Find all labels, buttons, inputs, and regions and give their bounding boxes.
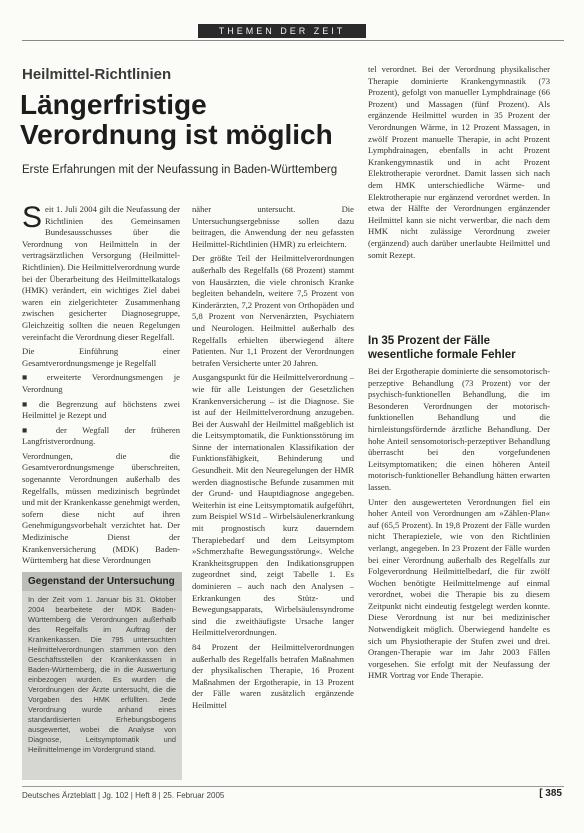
bullet-item: ■ der Wegfall der früheren Langfristverordnung. xyxy=(22,424,180,447)
paragraph: Ausgangspunkt für die Heilmittelverordnung – wie für alle Leistungen der Gesetzlichen Krankenversicherung – ist die Diagnose. Sie ist auf der Heilmittelverordnung anzugeben. Bei der Auswahl der Heilmittel maßgeblich ist die Leitsymptomatik, die Funktionsstörung im Sinne der internationalen Klassifikation der Funktionsfähigkeit, Behinderung und Gesundheit. Mit den Neuregelungen der HMR werden diagnostische Befunde zusammen mit der Grund- und Hauptdiagnose angegeben. Weiterhin ist eine Leitsymptomatik aufgeführt, zum Beispiel WS1d – Wirbelsäulenerkrankung mit prognostisch kurz dauerndem Therapiebedarf und dem Leitsymptom »Schmerzhafte Bewegungsstörung«. Welche Krankheitsgruppen den Indikationsgruppen zugeordnet sind, zeigt Tabelle 1. Es dominieren – auch nach den Analysen – Erkrankungen des Stütz- und Bewegungsapparats, Wirbelsäulensyndrome sind die zweithäufigste Ursache langer Heilmittelverordnungen. xyxy=(192,372,354,638)
article-headline: Längerfristige Verordnung ist möglich xyxy=(20,89,333,150)
drop-cap: S xyxy=(22,204,43,234)
bottom-rule xyxy=(22,786,564,787)
bullet-item: ■ die Begrenzung auf höchstens zwei Heilmittel je Rezept und xyxy=(22,398,180,421)
section-heading: In 35 Prozent der Fälle wesentliche formale Fehler xyxy=(368,335,516,361)
top-rule xyxy=(22,40,564,41)
column-1 xyxy=(22,204,180,566)
paragraph: 84 Prozent der Heilmittelverordnungen außerhalb des Regelfalls betrafen Maßnahmen der physikalischen Therapie, 16 Prozent Maßnahmen der Ergotherapie, in 13 Prozent der Fälle waren zusätzlich ergänzende Heilmittel xyxy=(192,641,354,710)
info-box xyxy=(22,572,182,780)
info-box-title: Gegenstand der Untersuchung xyxy=(22,572,182,591)
paragraph: Unter den ausgewerteten Verordnungen fiel ein hoher Anteil von Verordnungen am »Zählen-Plan« auf (65,5 Prozent). In 19,8 Prozent der Fälle wurden nicht Therapieziele, wie von den Richtlinien verlangt, angegeben. In 23 Prozent der Fälle wurden bei einer Verordnung außerhalb des Regelfalls zur Folgeverordnung Heilmittelbedarf, die für zwölf Wochen benötigte Heilmittelmenge auf einmal verordnet, wobei die Therapie bis zu diesem Zeitpunkt nicht eindeutig festgelegt werden konnte. Diese Verordnung ist nur bei medizinischer Notwendigkeit möglich. Überwiegend handelte es sich um Physiotherapie der Stufen zwei und drei. Orangen-Therapie war im Jahr 2003 Fällen vorgesehen. Sie erfolgt mit der Neufassung der HMR Vortrag vor Ende Therapie. xyxy=(368,496,550,681)
journal-footer: Deutsches Ärzteblatt | Jg. 102 | Heft 8 | 25. Februar 2005 xyxy=(22,791,225,800)
section-banner: THEMEN DER ZEIT xyxy=(198,24,366,38)
paragraph xyxy=(22,204,180,343)
paragraph: Bei der Ergotherapie dominierte die sensomotorisch-perzeptive Behandlung (73 Prozent) vor der psychisch-funktionellen Behandlung, die im Besonderen Verordnungen der motorisch-funktionellen Behandlung und die hirnleistungsfördernde ärztliche Behandlung. Der hohe Anteil sensomotorisch-perzeptiver Behandlung überrascht bei den vorgefundenen Leitsymptomatiken; die einen höheren Anteil motorisch-funktioneller Behandlung hätten erwarten lassen. xyxy=(368,366,550,492)
column-3-top xyxy=(368,64,550,334)
article-kicker: Heilmittel-Richtlinien xyxy=(22,66,172,83)
column-3-bottom xyxy=(368,366,550,782)
page-number: [ 385 xyxy=(539,788,562,799)
paragraph: näher untersucht. Die Untersuchungsergebnisse sollen dazu beitragen, die Anwendung der neu gefassten Heilmittel-Richtlinien (HMR) zu erleichtern. xyxy=(192,204,354,249)
bullet-item: ■ erweiterte Verordnungsmengen je Verordnung xyxy=(22,372,180,394)
paragraph: Der größte Teil der Heilmittelverordnungen außerhalb des Regelfalls (68 Prozent) stammt von Hausärzten, die viele chronisch Kranke begleiten behandeln, weitere 7,5 Prozent von Kinderärzten, 7,2 Prozent von Orthopäden und 5,8 Prozent von Nervenärzten, Psychiatern und Neurologen. Heilmittel außerhalb des Regelfalls erhielten überwiegend ältere Patienten. Nur 1,1 Prozent der Verordnungen betrafen Versicherte unter 20 Jahren. xyxy=(192,253,354,368)
info-box-text: In der Zeit vom 1. Januar bis 31. Oktober 2004 bearbeitete der MDK Baden-Württemberg die Verordnungen außerhalb des Regelfalls im Auftrag der Krankenkassen. Die 795 untersuchten Heilmittelverordnungen stammen von den Geschäftsstellen der Krankenkassen in Baden-Württemberg, die in die Auswertung einbezogen wurden. Es wurden die Verordnungen der Ärzte untersucht, die die Vorgaben des HMK erfüllten. Jede Verordnung wurde anhand eines standardisierten Erhebungsbogens ausgewertet, wobei die Analyse von Diagnose, Leitsymptomatik und Heilmittelmenge im Vordergrund stand. xyxy=(28,595,176,754)
column-2 xyxy=(192,204,354,782)
paragraph: Verordnungen, die die Gesamtverordnungsmenge überschreiten, sogenannte Verordnungen außerhalb des Regelfalls, müssen medizinisch begründet und mit der Krankenkasse genehmigt werden, sofern diese nicht auf ihren Genehmigungsvorbehalt verzichtet hat. Der Medizinische Dienst der Krankenversicherung (MDK) Baden-Württemberg hat diese Verordnungen xyxy=(22,450,180,566)
article-subhead: Erste Erfahrungen mit der Neufassung in Baden-Württemberg xyxy=(22,164,338,176)
paragraph-text: eit 1. Juli 2004 gilt die Neufassung der Richtlinien des Gemeinsamen Bundesausschusses über die Verordnung von Heilmitteln in der vertragsärztlichen Versorgung (Heilmittel-Richtlinien). Die Heilmittelverordnung wurde bei der Überarbeitung des Heilmittelkatalogs (HMK) verändert, ein wichtiges Ziel dabei waren ein zielgerichteter Zusammenhang zwischen gesicherter Diagnosegruppe, Gleichzeitig sollten die neuen Regelungen vereinfacht die Verordnung dieser Regelfall. xyxy=(22,204,180,342)
paragraph: Die Einführung einer Gesamtverordnungsmenge je Regelfall xyxy=(22,346,180,368)
paragraph: tel verordnet. Bei der Verordnung physikalischer Therapie dominierte Krankengymnastik (73 Prozent), gefolgt von manueller Lymphdrainage (66 Prozent) und Massagen (fünf Prozent). Als ergänzende Heilmittel wurden in 35 Prozent der Verordnungen Wärme, in 12 Prozent Massagen, in zwölf Prozent manuelle Therapie, in acht Prozent Lymphdrainagen, ebenfalls in acht Prozent Krankengymnastik und in acht Prozent Elektrotherapie verordnet. Damit lassen sich nach dem HMK unterschiedliche Wärme- und Elektrotherapie nur ergänzend verordnet werden. In etwa der Hälfte der Verordnungen ergänzender Heilmittel kann sie nicht verwertbar, die nach dem HMK nicht zulässige Verordnung zweier (ergänzend) auch darüber unerlaubte Heilmittel und somit Rezept. xyxy=(368,64,550,260)
